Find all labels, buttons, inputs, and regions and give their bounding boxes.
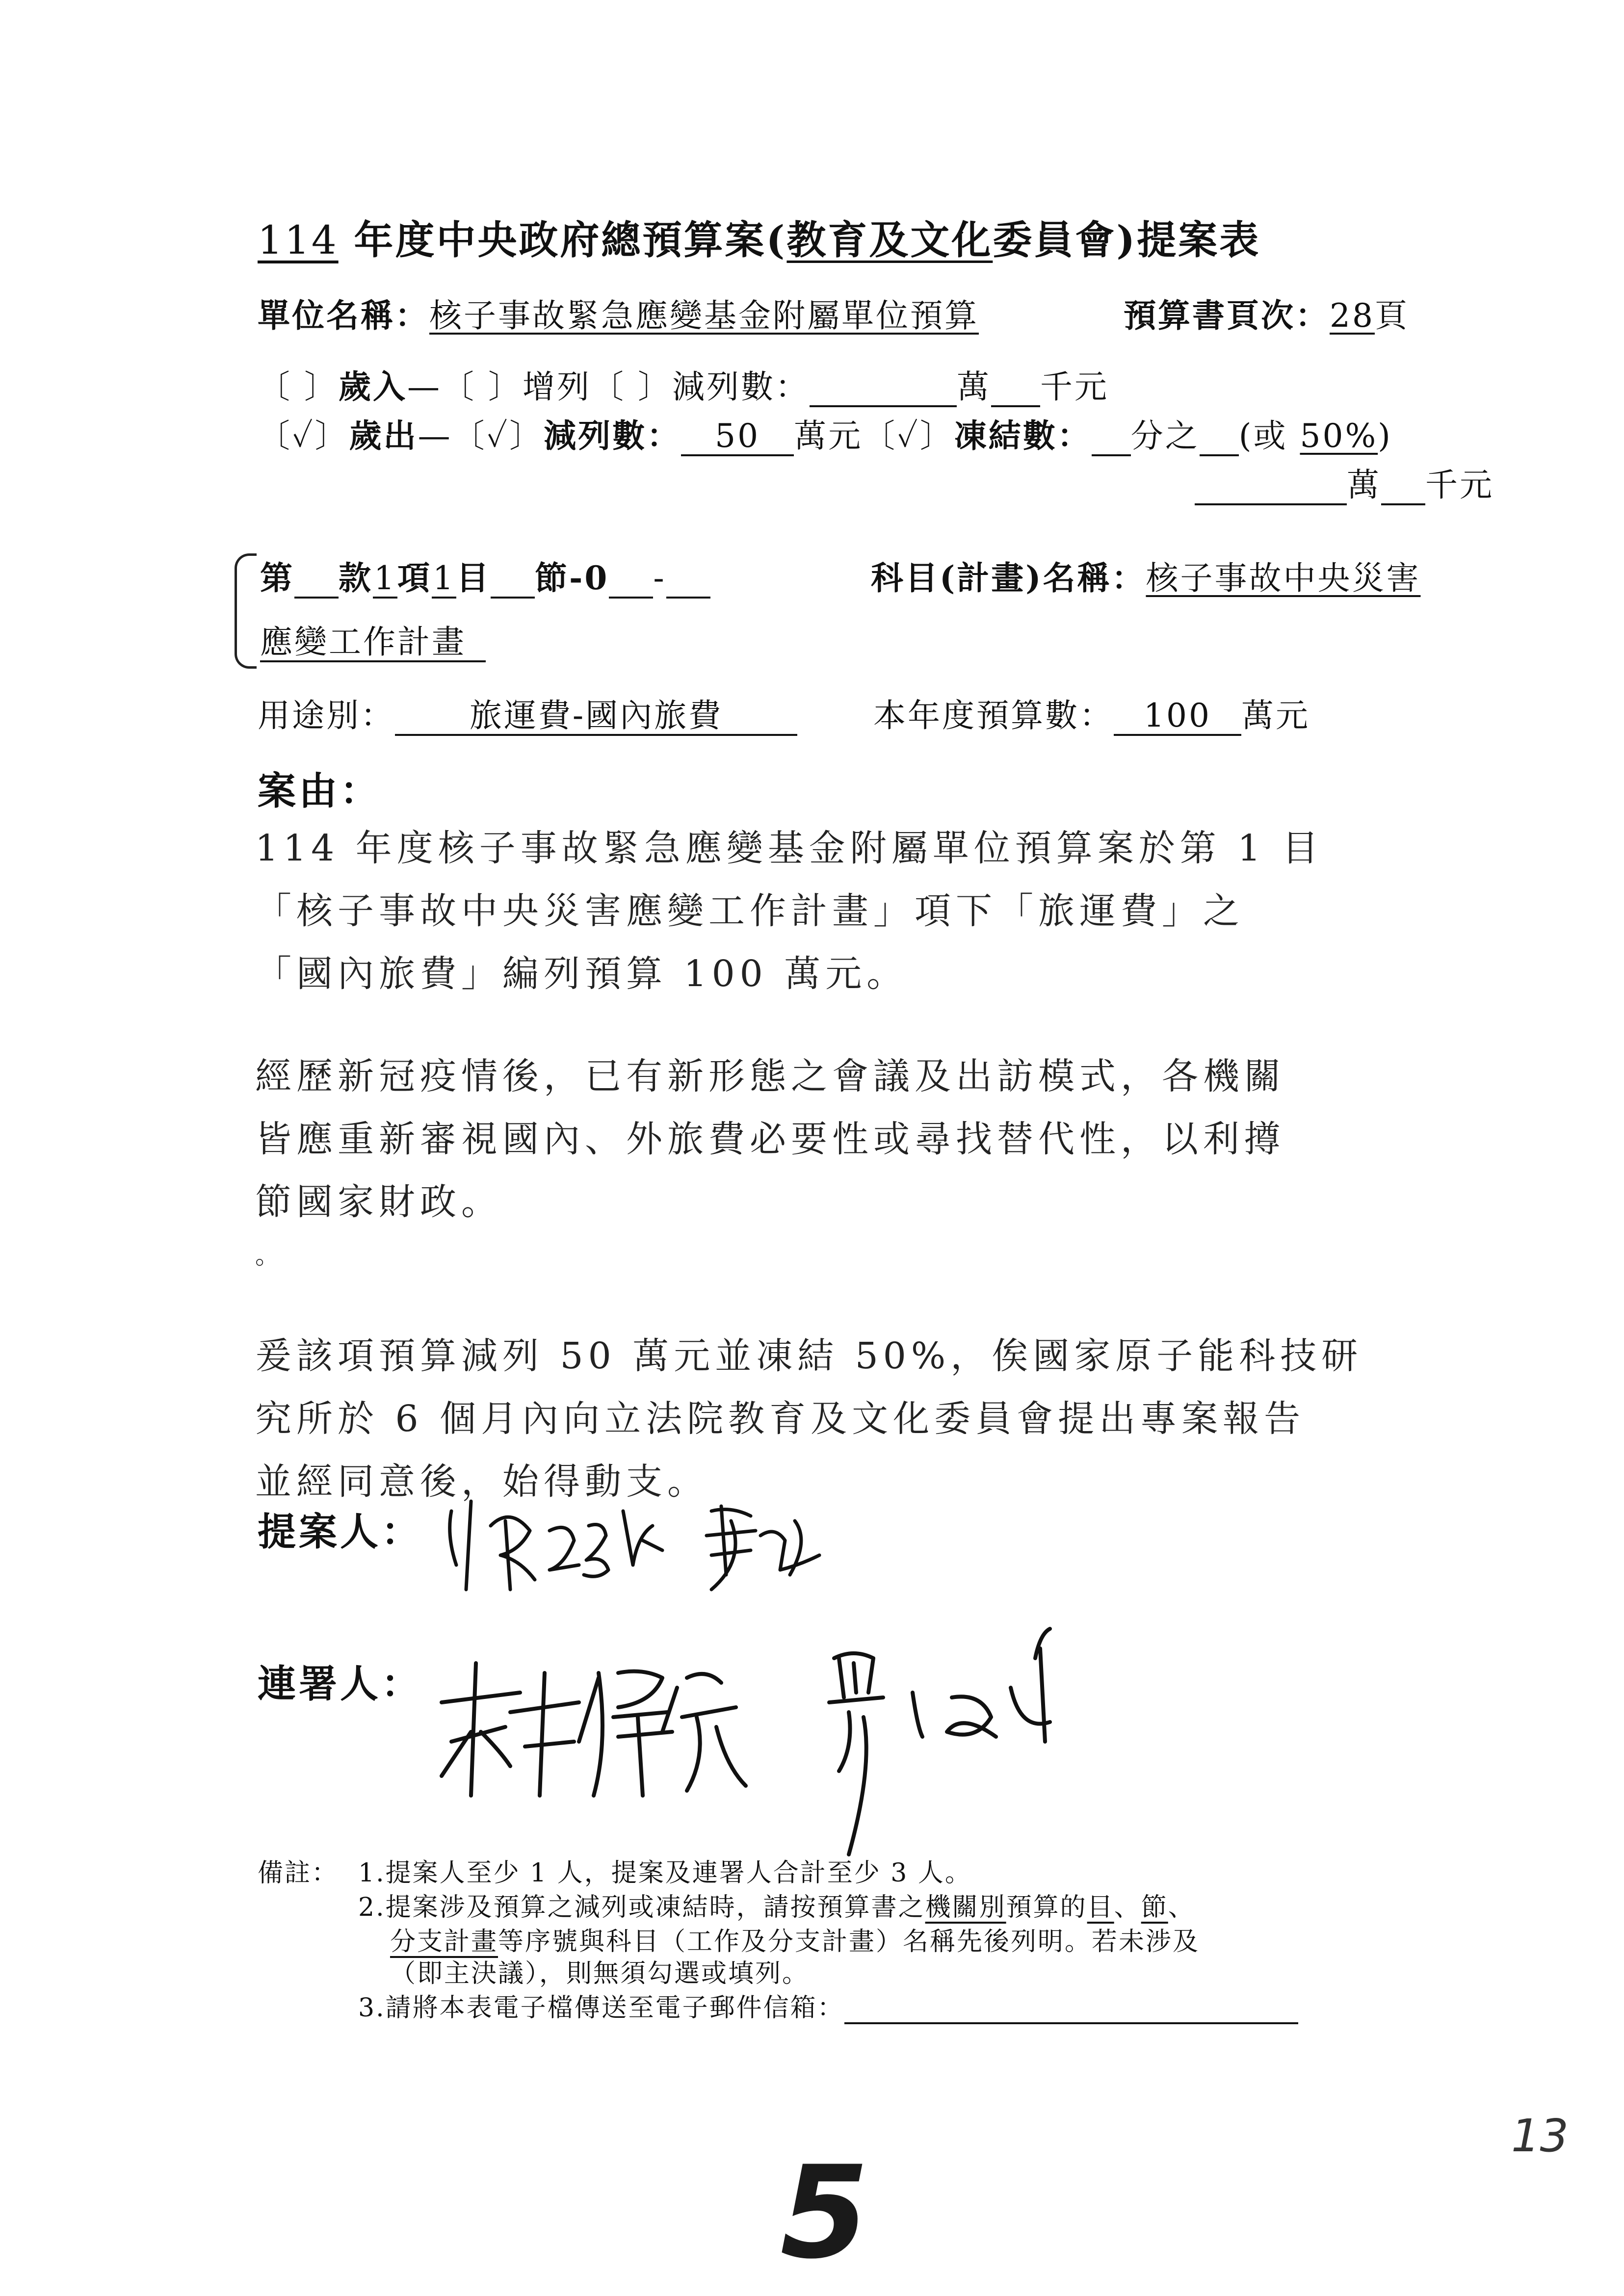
reason-p1-line: 114 年度核子事故緊急應變基金附屬單位預算案於第 1 目	[255, 827, 1323, 869]
page-value: 28	[1330, 297, 1375, 335]
increase-checkbox[interactable]: 〔 〕	[441, 368, 523, 406]
reason-paragraph-3	[255, 1325, 1362, 1513]
income-qian-field[interactable]	[991, 369, 1040, 407]
reduce-label: 減列數：	[672, 368, 810, 406]
expense-reduce-label: 減列數：	[544, 417, 681, 455]
budget-label: 本年度預算數：	[873, 697, 1114, 734]
account-row	[260, 552, 710, 599]
note-2-e: 、	[1114, 1893, 1141, 1922]
kuan-field[interactable]	[294, 561, 339, 599]
cosigner-label: 連署人：	[258, 1662, 423, 1706]
expense-dash: —	[418, 417, 452, 455]
note-2-c: 預算的	[1006, 1893, 1087, 1922]
account-name-line1: 核子事故中央災害	[1146, 559, 1421, 597]
jie-sub2-field[interactable]	[666, 561, 710, 599]
note-3-text: 3.請將本表電子檔傳送至電子郵件信箱：	[358, 1993, 844, 2023]
note-3	[358, 1992, 1298, 2024]
account-dash: -	[653, 559, 666, 597]
income-wan: 萬	[956, 368, 991, 406]
note-2-d: 目	[1087, 1893, 1114, 1922]
mu-field[interactable]: 1	[432, 561, 456, 599]
budget-value[interactable]: 100	[1114, 698, 1241, 736]
page-ref	[1124, 289, 1409, 336]
account-name-line2-wrap	[260, 623, 486, 662]
freeze-numerator[interactable]	[1200, 418, 1239, 456]
account-name-label: 科目(計畫)名稱：	[871, 559, 1146, 597]
usage-value[interactable]: 旅運費-國內旅費	[395, 698, 797, 736]
account-jie: 節-0	[535, 559, 609, 597]
note-2-j: （即主決議），則無須勾選或填列。	[390, 1959, 810, 1988]
reason-paragraph-2	[255, 1045, 1285, 1278]
note-1: 1.提案人至少 1 人，提案及連署人合計至少 3 人。	[358, 1858, 972, 1888]
budget-unit: 萬元	[1241, 697, 1310, 734]
usage-row	[258, 689, 797, 736]
title-year: 114	[258, 217, 339, 263]
note-2-cont	[390, 1926, 1200, 1958]
proposer-signature	[437, 1491, 859, 1604]
fen-zhi: 分之	[1130, 417, 1200, 455]
reduce-checkbox[interactable]: 〔 〕	[591, 368, 672, 406]
reason-p3-line: 究所於 6 個月內向立法院教育及文化委員會提出專案報告	[255, 1398, 1306, 1440]
unit-row	[258, 289, 979, 336]
jie-sub1-field[interactable]	[609, 561, 653, 599]
expense-label: 歲出	[349, 417, 418, 455]
account-name-line2: 應變工作計畫	[260, 625, 486, 662]
account-kuan: 款	[339, 559, 373, 597]
expense-row	[258, 410, 1392, 456]
usage-label: 用途別：	[258, 697, 395, 734]
reason-p2-line: 節國家財政。	[255, 1181, 502, 1223]
note-2-b: 機關別	[925, 1893, 1006, 1922]
reason-p1-line: 「核子事故中央災害應變工作計畫」項下「旅運費」之	[255, 890, 1244, 932]
expense-wan-yuan: 萬元	[794, 417, 863, 455]
email-field[interactable]	[844, 2003, 1298, 2024]
income-dash: —	[407, 368, 442, 406]
income-row	[258, 361, 1109, 407]
unit-value: 核子事故緊急應變基金附屬單位預算	[429, 297, 979, 335]
freeze-label: 凍結數：	[954, 417, 1092, 455]
account-name-row	[871, 552, 1420, 599]
close-paren: )	[1378, 417, 1392, 455]
cosigner-signatures	[432, 1619, 1119, 1874]
title-part1: 年度中央政府總預算案(	[338, 217, 787, 263]
form-title	[258, 209, 1260, 265]
freeze-qian: 千元	[1425, 466, 1494, 504]
increase-label: 增列	[522, 368, 591, 406]
reason-paragraph-1	[255, 817, 1323, 1005]
freeze-wan-field[interactable]	[1195, 468, 1347, 505]
title-part2: 委員會)提案表	[993, 217, 1261, 263]
account-mu: 目	[456, 559, 491, 597]
account-di: 第	[260, 559, 294, 597]
proposer-label: 提案人：	[258, 1510, 423, 1554]
page-label: 預算書頁次：	[1124, 296, 1330, 335]
reason-p1-line: 「國內旅費」編列預算 100 萬元。	[255, 953, 908, 995]
expense-reduce-checkbox[interactable]: 〔✓〕	[452, 417, 544, 455]
income-reduce-field[interactable]	[810, 369, 957, 407]
freeze-percent[interactable]: 50%	[1300, 417, 1378, 455]
account-bracket	[235, 553, 257, 669]
freeze-qian-field[interactable]	[1381, 468, 1425, 505]
note-2-f: 節	[1141, 1893, 1168, 1922]
freeze-denominator[interactable]	[1092, 418, 1131, 456]
unit-label: 單位名稱：	[258, 296, 429, 335]
freeze-amount-row	[1195, 459, 1494, 505]
page-suffix: 頁	[1374, 297, 1409, 335]
income-qian: 千元	[1040, 368, 1109, 406]
reason-p3-line: 爰該項預算減列 50 萬元並凍結 50%，俟國家原子能科技研	[255, 1335, 1363, 1377]
xiang-field[interactable]: 1	[373, 561, 397, 599]
note-2	[358, 1891, 1195, 1924]
note-2-a: 2.提案涉及預算之減列或凍結時，請按預算書之	[358, 1893, 925, 1922]
handwritten-page-number: 5	[780, 2139, 869, 2287]
jie-field[interactable]	[491, 561, 535, 599]
freeze-checkbox[interactable]: 〔✓〕	[863, 417, 954, 455]
account-xiang: 項	[397, 559, 432, 597]
reason-heading: 案由：	[258, 769, 382, 813]
reason-p2-line: 皆應重新審視國內、外旅費必要性或尋找替代性，以利撙	[255, 1118, 1285, 1160]
reason-p3-line: 並經同意後，始得動支。	[255, 1461, 708, 1503]
note-2-g: 、	[1168, 1893, 1195, 1922]
note-2-h: 分支計畫	[390, 1927, 498, 1957]
expense-checkbox[interactable]: 〔✓〕	[258, 417, 349, 455]
expense-reduce-value[interactable]: 50	[681, 418, 794, 456]
note-2-i: 等序號與科目（工作及分支計畫）名稱先後列明。若未涉及	[498, 1927, 1200, 1957]
corner-page-number: 13	[1511, 2110, 1569, 2162]
notes-label: 備註：	[258, 1858, 339, 1888]
reason-p2-line: 。	[255, 1241, 285, 1270]
income-checkbox[interactable]: 〔 〕	[258, 368, 339, 406]
title-committee: 教育及文化	[786, 217, 993, 263]
income-label: 歲入	[338, 367, 407, 406]
freeze-wan: 萬	[1347, 466, 1381, 504]
budget-row	[873, 689, 1310, 736]
or-open: (或	[1238, 417, 1300, 455]
reason-p2-line: 經歷新冠疫情後，已有新形態之會議及出訪模式，各機關	[255, 1055, 1285, 1097]
